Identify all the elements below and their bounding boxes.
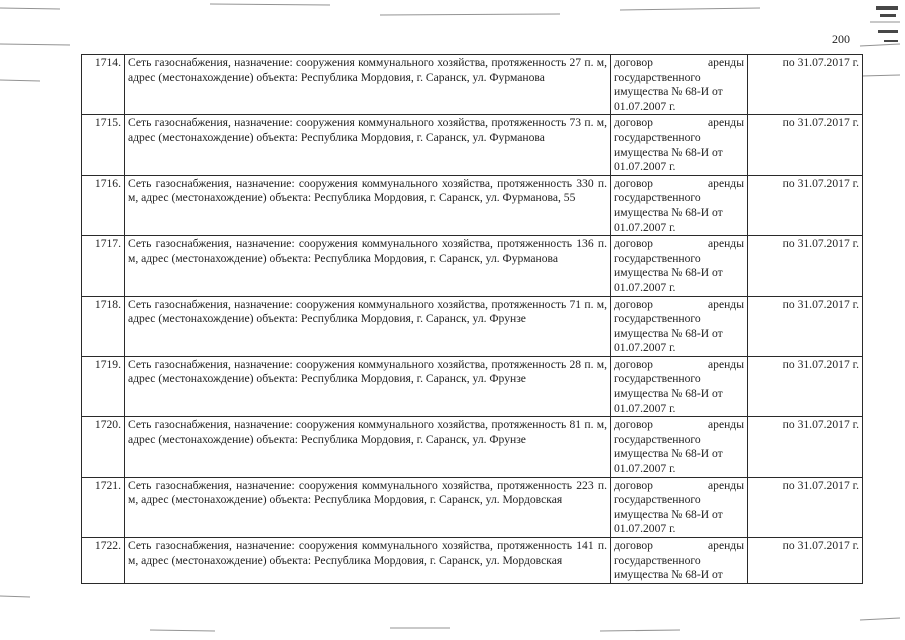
row-description: Сеть газоснабжения, назначение: сооружения коммунального хозяйства, протяженность 27 п. м, адрес (местонахождение) объекта: Республика Мордовия, г. Саранск, ул. Фурманова xyxy=(125,55,611,115)
table-row xyxy=(82,175,863,235)
row-basis xyxy=(611,55,748,115)
basis-word-lease: аренды xyxy=(708,176,744,190)
basis-rest: государственного имущества № 68-И от 01.07.2007 г. xyxy=(614,312,723,355)
row-basis xyxy=(611,477,748,537)
row-description: Сеть газоснабжения, назначение: сооружения коммунального хозяйства, протяженность 81 п. м, адрес (местонахождение) объекта: Республика Мордовия, г. Саранск, ул. Фрунзе xyxy=(125,417,611,477)
row-term: по 31.07.2017 г. xyxy=(748,477,863,537)
row-term: по 31.07.2017 г. xyxy=(748,175,863,235)
table-row xyxy=(82,296,863,356)
basis-rest: государственного имущества № 68-И от 01.07.2007 г. xyxy=(614,191,723,234)
basis-word-lease: аренды xyxy=(708,297,744,311)
row-term: по 31.07.2017 г. xyxy=(748,296,863,356)
basis-word-contract: договор xyxy=(614,357,653,371)
row-basis xyxy=(611,417,748,477)
basis-rest: государственного имущества № 68-И от 01.07.2007 г. xyxy=(614,251,723,294)
row-number: 1721. xyxy=(82,477,125,537)
basis-rest: государственного имущества № 68-И от 01.07.2007 г. xyxy=(614,70,723,113)
table-row xyxy=(82,115,863,175)
table-row xyxy=(82,417,863,477)
basis-word-contract: договор xyxy=(614,297,653,311)
row-description: Сеть газоснабжения, назначение: сооружения коммунального хозяйства, протяженность 136 п. м, адрес (местонахождение) объекта: Республика Мордовия, г. Саранск, ул. Фурманова xyxy=(125,236,611,296)
row-number: 1718. xyxy=(82,296,125,356)
basis-rest: государственного имущества № 68-И от 01.07.2007 г. xyxy=(614,372,723,415)
basis-word-lease: аренды xyxy=(708,418,744,432)
table-row xyxy=(82,356,863,416)
basis-rest: государственного имущества № 68-И от 01.07.2007 г. xyxy=(614,432,723,476)
basis-word-lease: аренды xyxy=(708,539,744,552)
basis-word-contract: договор xyxy=(614,176,653,190)
basis-rest: государственного имущества № 68-И от 01.07.2007 г. xyxy=(614,493,723,536)
row-basis xyxy=(611,356,748,416)
row-description: Сеть газоснабжения, назначение: сооружения коммунального хозяйства, протяженность 330 п. м, адрес (местонахождение) объекта: Республика Мордовия, г. Саранск, ул. Фурманова, 55 xyxy=(125,175,611,235)
row-term: по 31.07.2017 г. xyxy=(748,55,863,115)
table-row xyxy=(82,55,863,115)
basis-word-contract: договор xyxy=(614,539,653,552)
row-description: Сеть газоснабжения, назначение: сооружения коммунального хозяйства, протяженность 223 п. м, адрес (местонахождение) объекта: Республика Мордовия, г. Саранск, ул. Мордовская xyxy=(125,477,611,537)
basis-rest: государственного имущества № 68-И от 01.07.2007 г. xyxy=(614,130,723,174)
row-description: Сеть газоснабжения, назначение: сооружения коммунального хозяйства, протяженность 141 п. м, адрес (местонахождение) объекта: Республика Мордовия, г. Саранск, ул. Мордовская xyxy=(125,538,611,584)
row-basis xyxy=(611,236,748,296)
row-term: по 31.07.2017 г. xyxy=(748,538,863,584)
row-description: Сеть газоснабжения, назначение: сооружения коммунального хозяйства, протяженность 28 п. м, адрес (местонахождение) объекта: Республика Мордовия, г. Саранск, ул. Фрунзе xyxy=(125,356,611,416)
row-number: 1714. xyxy=(82,55,125,115)
basis-word-lease: аренды xyxy=(708,237,744,251)
table-row xyxy=(82,236,863,296)
row-number: 1716. xyxy=(82,175,125,235)
row-basis xyxy=(611,175,748,235)
basis-word-contract: договор xyxy=(614,237,653,251)
basis-word-contract: договор xyxy=(614,418,653,432)
basis-word-contract: договор xyxy=(614,478,653,492)
basis-word-lease: аренды xyxy=(708,357,744,371)
row-term: по 31.07.2017 г. xyxy=(748,356,863,416)
row-number: 1722. xyxy=(82,538,125,584)
row-number: 1720. xyxy=(82,417,125,477)
page-number: 200 xyxy=(832,32,850,46)
row-description: Сеть газоснабжения, назначение: сооружения коммунального хозяйства, протяженность 73 п. м, адрес (местонахождение) объекта: Республика Мордовия, г. Саранск, ул. Фурманова xyxy=(125,115,611,175)
basis-word-lease: аренды xyxy=(708,56,744,69)
basis-word-contract: договор xyxy=(614,56,653,69)
row-term: по 31.07.2017 г. xyxy=(748,417,863,477)
row-number: 1715. xyxy=(82,115,125,175)
row-basis xyxy=(611,296,748,356)
property-table xyxy=(81,54,863,584)
row-basis xyxy=(611,115,748,175)
basis-word-contract: договор xyxy=(614,116,653,130)
table-row xyxy=(82,538,863,584)
table-row xyxy=(82,477,863,537)
basis-word-lease: аренды xyxy=(708,478,744,492)
row-number: 1717. xyxy=(82,236,125,296)
row-term: по 31.07.2017 г. xyxy=(748,236,863,296)
basis-word-lease: аренды xyxy=(708,116,744,130)
row-description: Сеть газоснабжения, назначение: сооружения коммунального хозяйства, протяженность 71 п. м, адрес (местонахождение) объекта: Республика Мордовия, г. Саранск, ул. Фрунзе xyxy=(125,296,611,356)
row-number: 1719. xyxy=(82,356,125,416)
basis-rest: государственного имущества № 68-И от xyxy=(614,553,723,582)
row-basis xyxy=(611,538,748,584)
row-term: по 31.07.2017 г. xyxy=(748,115,863,175)
